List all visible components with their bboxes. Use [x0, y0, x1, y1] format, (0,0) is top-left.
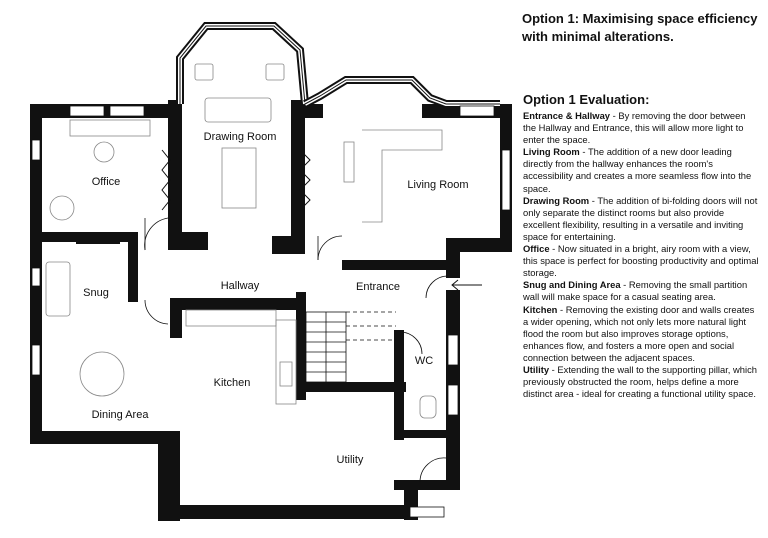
evaluation-item-text: - By removing the door between the Hallway and Entrance, this will allow more light to enter the space.	[523, 110, 746, 146]
label-living-room: Living Room	[407, 179, 469, 191]
label-snug: Snug	[83, 287, 109, 299]
evaluation-item-text: - Extending the wall to the supporting pillar, which previously obstructed the room, helps define a more distinct area - ideal for creating a functional utility space.	[523, 363, 757, 400]
evaluation-item-text: - Removing the existing door and walls creates a wider opening, which not only lets more natural light flood the room but also improves storage options, enhances flow, and fosters a more open and social connection between the adjacent spaces.	[523, 303, 755, 363]
evaluation-item-name: Utility	[523, 363, 550, 375]
label-kitchen: Kitchen	[213, 377, 251, 389]
label-hallway: Hallway	[220, 280, 260, 292]
evaluation-item-name: Drawing Room	[523, 194, 590, 206]
stairs	[306, 312, 396, 382]
evaluation-item	[523, 243, 761, 279]
evaluation-item-text: - Removing the small partition wall will make space for a casual seating area.	[523, 279, 748, 303]
evaluation-heading: Option 1 Evaluation:	[523, 92, 650, 107]
page-title: Option 1: Maximising space efficiency with minimal alterations.	[522, 11, 758, 44]
entrance-arrow	[452, 280, 482, 290]
label-entrance: Entrance	[355, 281, 401, 293]
evaluation-item-name: Kitchen	[523, 303, 558, 315]
evaluation-panel	[523, 92, 761, 400]
evaluation-item-name: Snug and Dining Area	[523, 279, 621, 291]
drawing-room-bay	[180, 26, 305, 104]
evaluation-item	[523, 279, 761, 303]
evaluation-item-text: - The addition of a new door leading directly from the hallway enhances the room's accessibility and creates a more seamless flow into the space.	[523, 146, 752, 194]
evaluation-item	[523, 364, 761, 400]
evaluation-item-name: Entrance & Hallway	[523, 110, 611, 121]
evaluation-item	[523, 110, 761, 146]
evaluation-item	[523, 195, 761, 243]
evaluation-item	[523, 146, 761, 194]
evaluation-item-text: - The addition of bi-folding doors will not only separate the distinct rooms but also provide excellent flexibility, resulting in a versatile and inviting space for entertaining.	[523, 194, 758, 242]
evaluation-item-text: - Now situated in a bright, airy room with a view, this space is perfect for boosting productivity and optimal storage.	[523, 243, 759, 279]
label-office: Office	[91, 176, 121, 188]
label-utility: Utility	[336, 454, 364, 466]
windows	[32, 106, 510, 517]
evaluation-item-name: Living Room	[523, 146, 580, 158]
evaluation-item-name: Office	[523, 243, 550, 255]
evaluation-item	[523, 304, 761, 364]
label-wc: WC	[414, 355, 434, 367]
living-room-bay	[305, 80, 500, 104]
label-drawing-room: Drawing Room	[203, 131, 277, 143]
label-dining-area: Dining Area	[91, 409, 149, 421]
